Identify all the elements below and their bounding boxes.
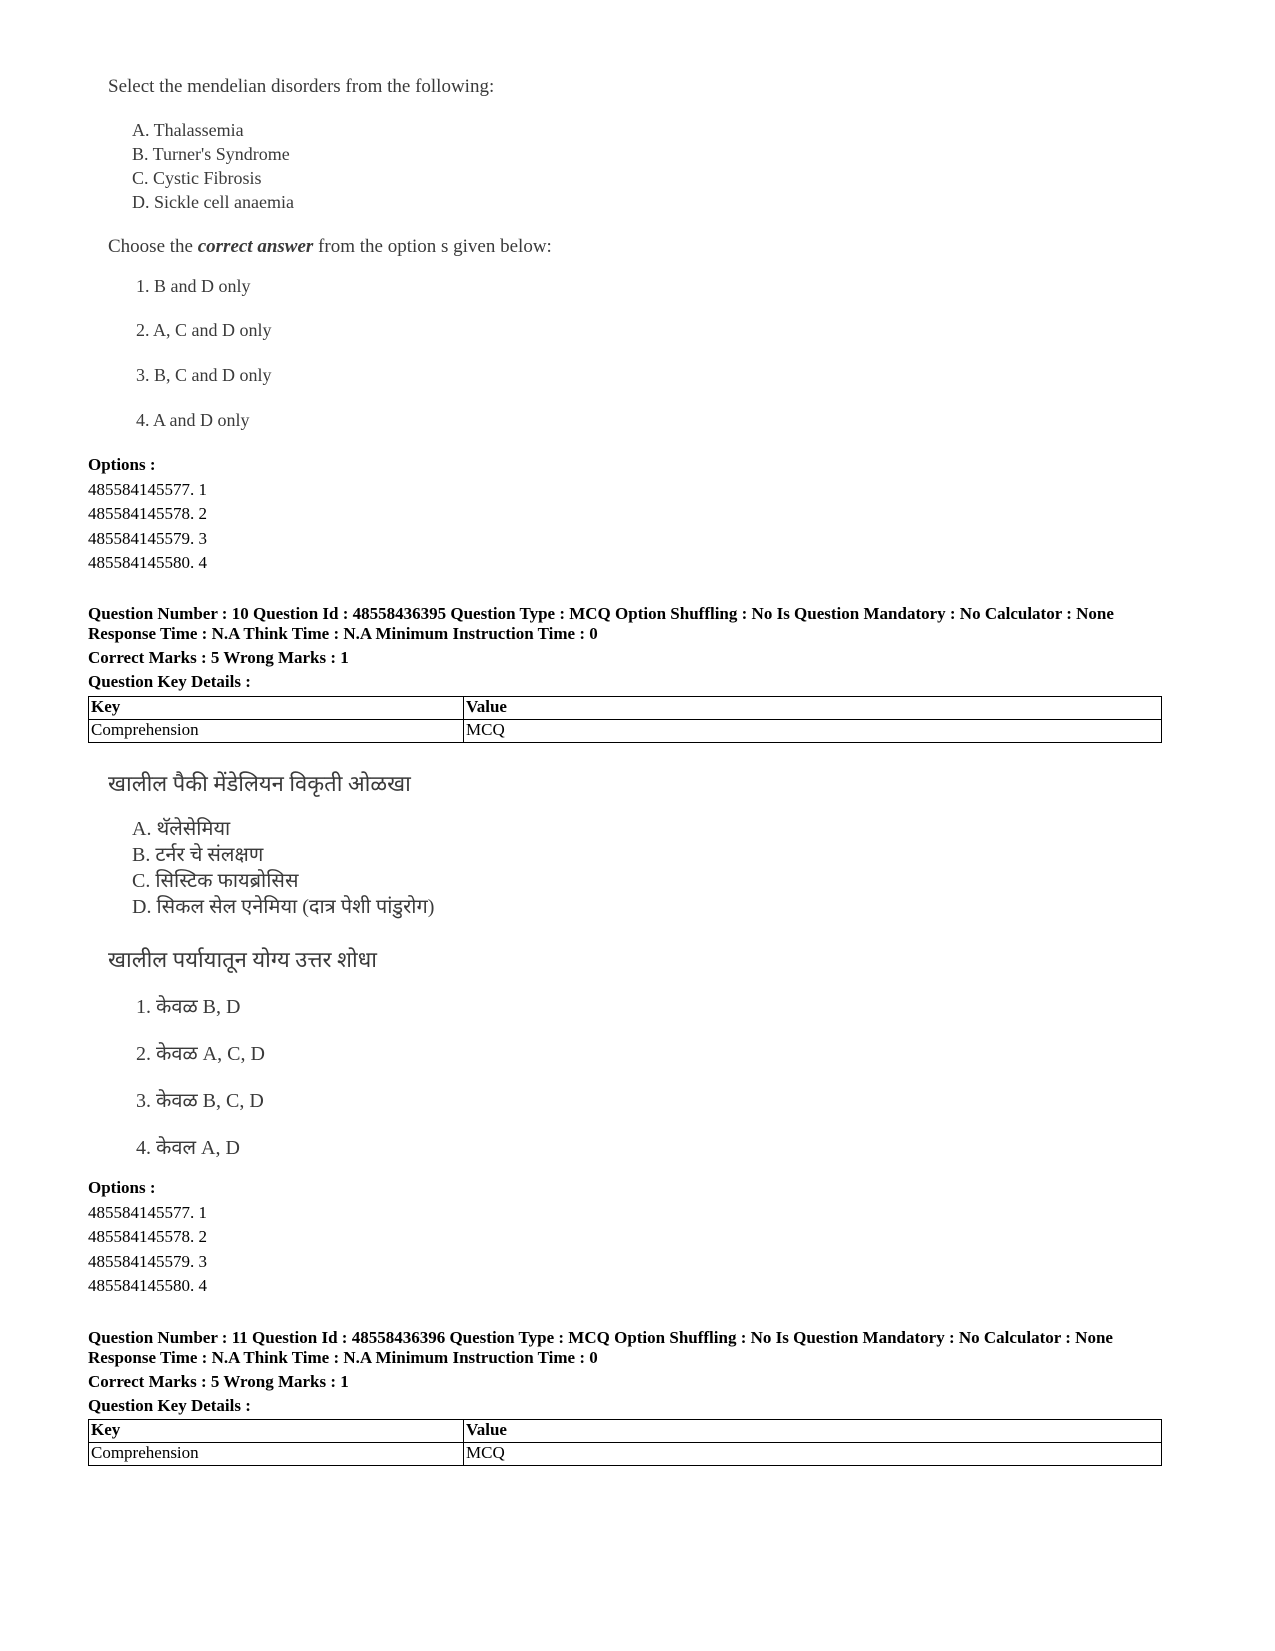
question-meta-line: Question Number : 10 Question Id : 48558436395 Question Type : MCQ Option Shuffling : No Is Question Mandatory : No Calculator : None	[88, 604, 1114, 623]
options-title: Options :	[88, 455, 156, 474]
answer-choice: 1. B and D only	[136, 276, 251, 296]
key-details-table	[88, 1419, 1162, 1466]
answer-choice: 3. केवळ B, C, D	[136, 1090, 264, 1112]
question-10-header	[88, 604, 1188, 692]
table-cell: Comprehension	[89, 1443, 464, 1466]
statement-item: B. Turner's Syndrome	[132, 144, 290, 164]
statement-list	[132, 816, 434, 920]
question-stem: Select the mendelian disorders from the following:	[108, 76, 495, 97]
options-list	[88, 1176, 207, 1299]
statement-item: C. सिस्टिक फायब्रोसिस	[132, 870, 299, 892]
question-11-header	[88, 1328, 1188, 1416]
option-item: 485584145579. 3	[88, 528, 207, 548]
statement-item: B. टर्नर चे संलक्षण	[132, 844, 264, 866]
table-header-cell: Key	[89, 1420, 464, 1443]
table-header-cell: Value	[464, 697, 1162, 720]
statement-list	[132, 118, 294, 214]
marks-line: Correct Marks : 5 Wrong Marks : 1	[88, 648, 349, 667]
answer-choice: 3. B, C and D only	[136, 365, 272, 385]
option-item: 485584145580. 4	[88, 1276, 207, 1295]
option-item: 485584145578. 2	[88, 504, 207, 523]
option-item: 485584145577. 1	[88, 479, 207, 499]
options-list	[88, 453, 207, 576]
answer-choice: 2. केवळ A, C, D	[136, 1043, 265, 1065]
table-header-cell: Value	[464, 1420, 1162, 1443]
statement-item: A. थॅलेसेमिया	[132, 818, 231, 840]
key-details-table	[88, 696, 1162, 743]
choose-instruction: खालील पर्यायातून योग्य उत्तर शोधा	[108, 947, 377, 972]
key-details-heading: Question Key Details :	[88, 1396, 251, 1415]
statement-item: D. सिकल सेल एनेमिया (दात्र पेशी पांडुरोग)	[132, 896, 435, 918]
statement-item: C. Cystic Fibrosis	[132, 168, 262, 188]
table-cell: Comprehension	[89, 720, 464, 743]
option-item: 485584145579. 3	[88, 1251, 207, 1271]
statement-item: D. Sickle cell anaemia	[132, 192, 294, 212]
option-item: 485584145580. 4	[88, 553, 207, 572]
option-item: 485584145577. 1	[88, 1202, 207, 1222]
question-meta-line: Question Number : 11 Question Id : 48558436396 Question Type : MCQ Option Shuffling : No Is Question Mandatory : No Calculator : None	[88, 1328, 1113, 1347]
table-row	[89, 720, 1162, 743]
table-cell: MCQ	[464, 720, 1162, 743]
table-cell: MCQ	[464, 1443, 1162, 1466]
answer-choice: 1. केवळ B, D	[136, 996, 241, 1018]
question-meta-line: Response Time : N.A Think Time : N.A Minimum Instruction Time : 0	[88, 1348, 598, 1367]
table-row	[89, 1443, 1162, 1466]
key-details-heading: Question Key Details :	[88, 672, 251, 691]
answer-choice: 4. केवल A, D	[136, 1137, 240, 1159]
question-stem: खालील पैकी मेंडेलियन विकृती ओळखा	[108, 771, 411, 796]
question-9-image	[108, 76, 808, 446]
question-10-image	[108, 768, 808, 1168]
options-title: Options :	[88, 1178, 156, 1197]
option-item: 485584145578. 2	[88, 1227, 207, 1246]
table-header-row	[89, 697, 1162, 720]
statement-item: A. Thalassemia	[132, 120, 244, 140]
answer-choice: 2. A, C and D only	[136, 320, 272, 340]
answer-choice: 4. A and D only	[136, 410, 250, 430]
marks-line: Correct Marks : 5 Wrong Marks : 1	[88, 1372, 349, 1391]
table-header-row	[89, 1420, 1162, 1443]
table-header-cell: Key	[89, 697, 464, 720]
question-meta-line: Response Time : N.A Think Time : N.A Minimum Instruction Time : 0	[88, 624, 598, 643]
choose-instruction: Choose the correct answer from the option s given below:	[108, 236, 552, 257]
emphasis-text: correct answer	[197, 236, 314, 257]
